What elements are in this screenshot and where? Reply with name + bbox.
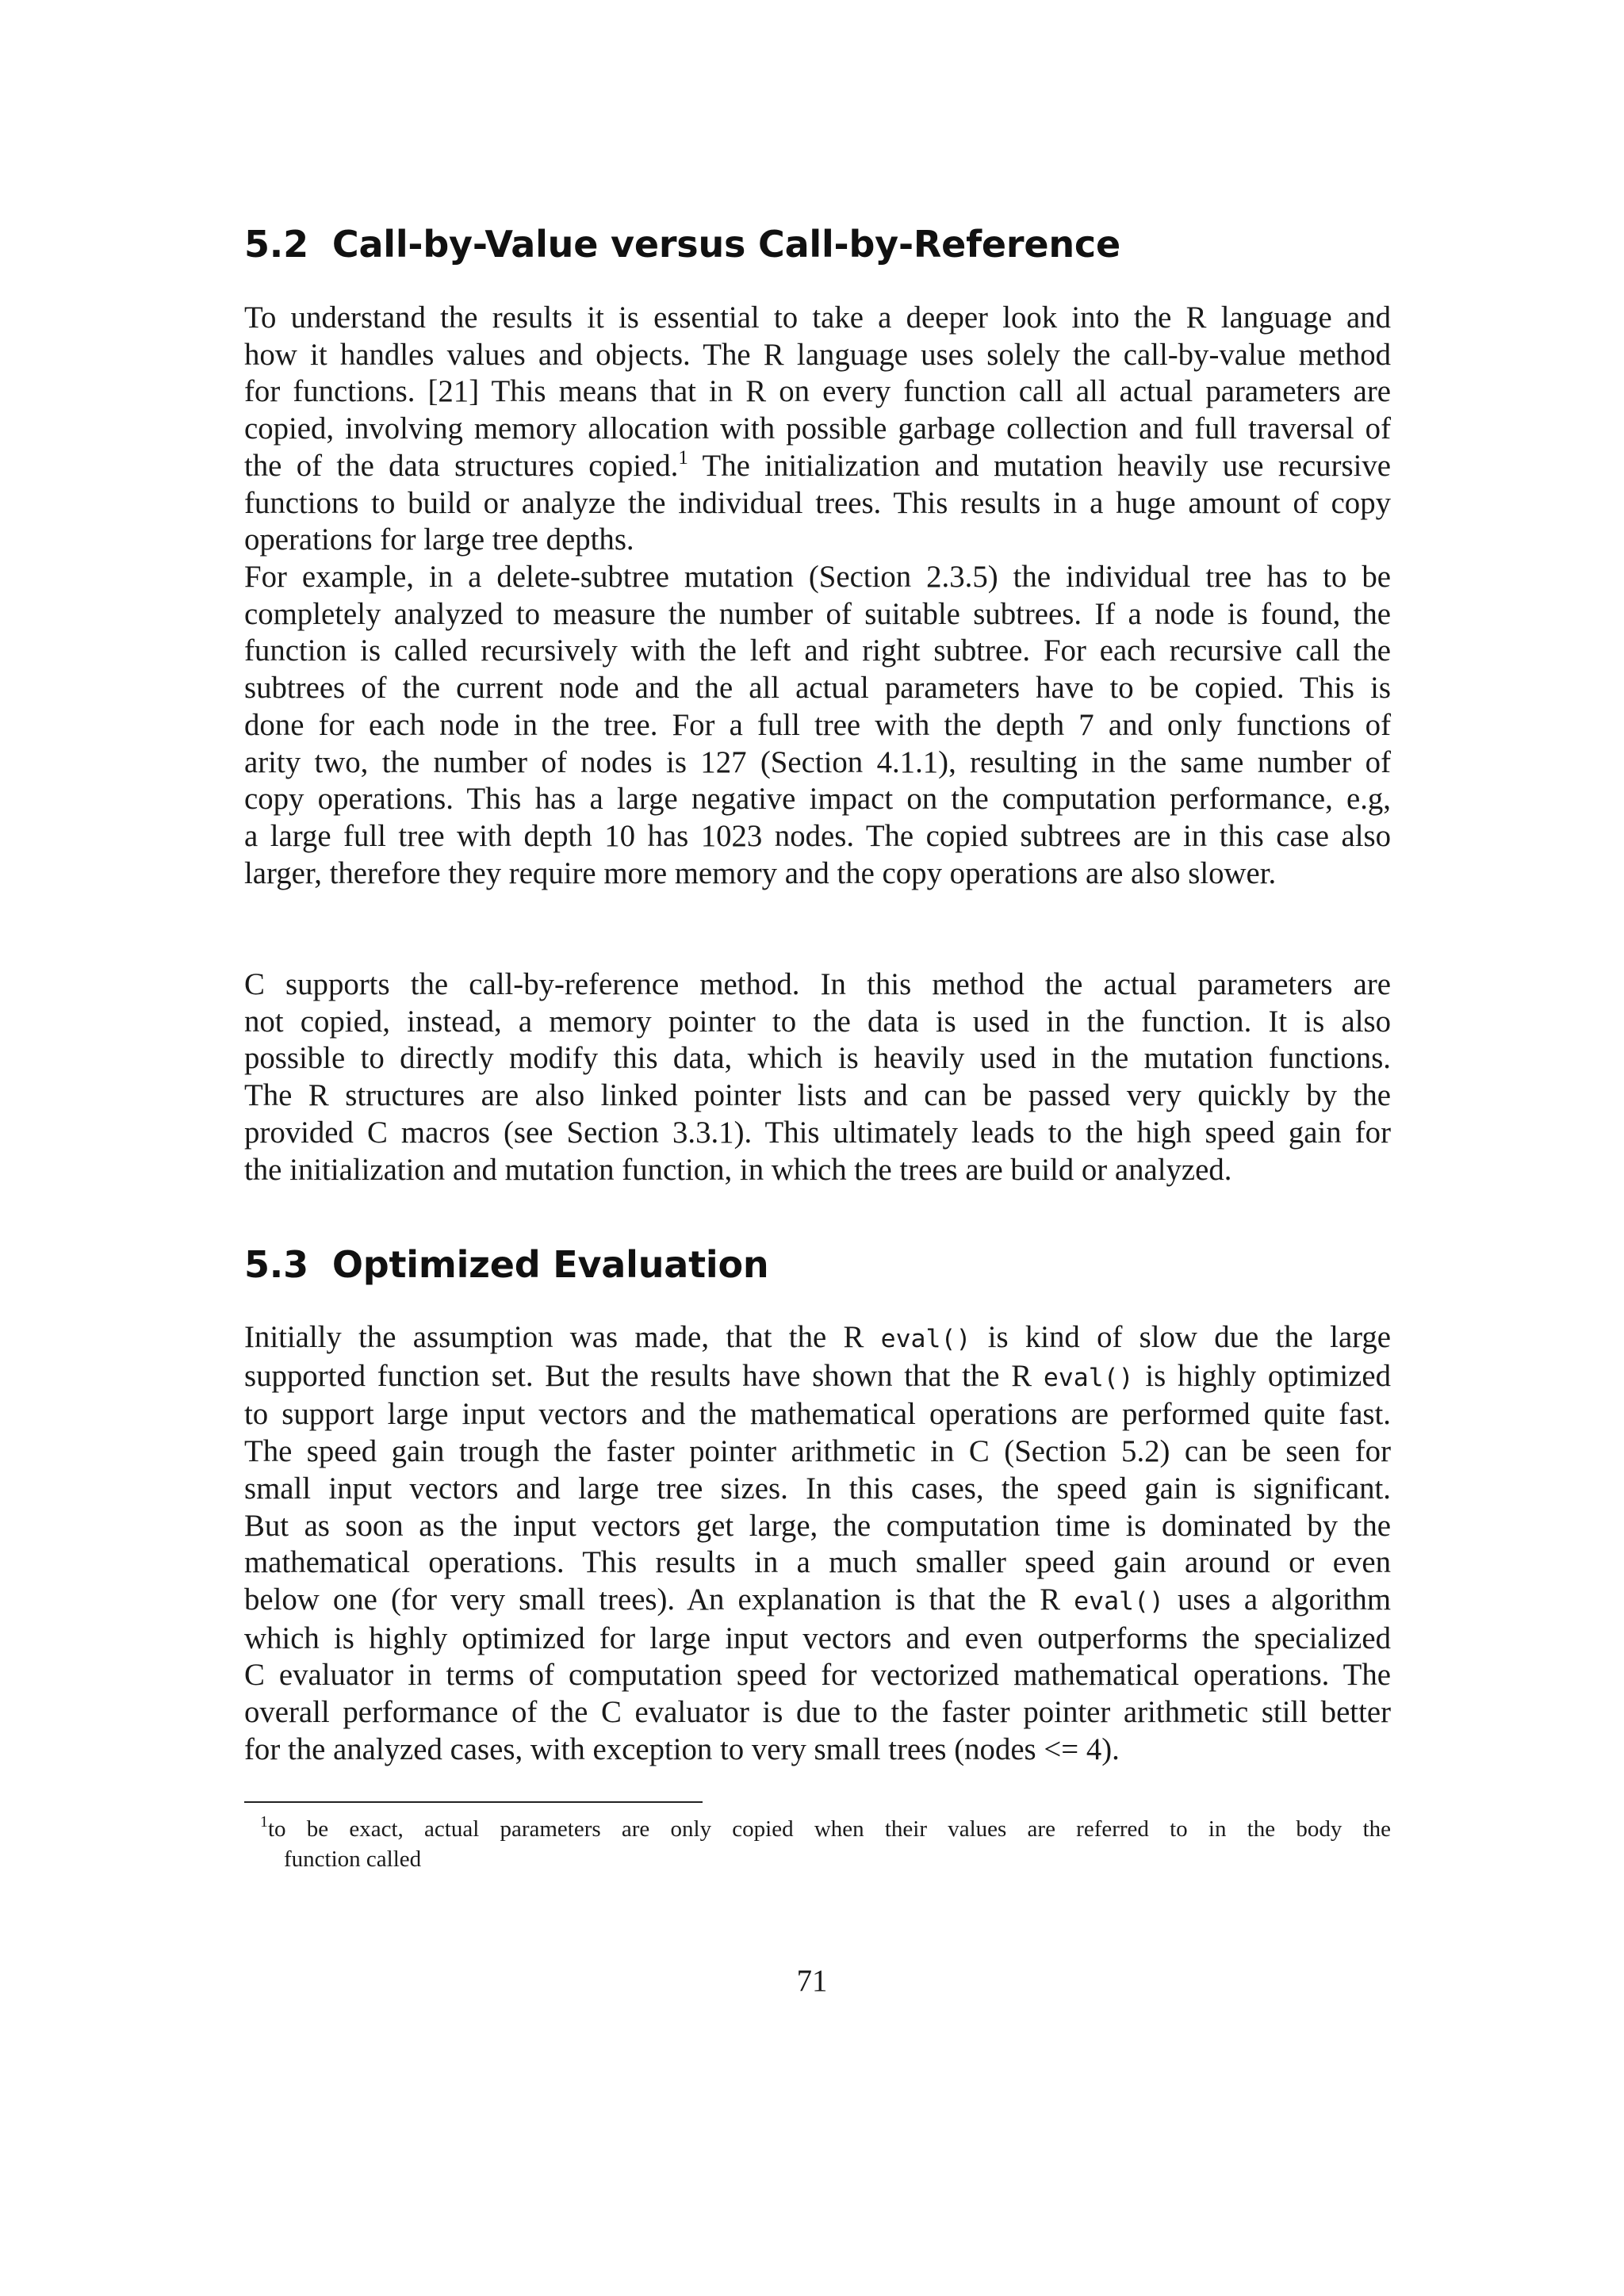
text-run: The initialization and mutation heavily use recursive xyxy=(688,448,1391,483)
footnote-number: 1 xyxy=(260,1813,268,1831)
text-line: small input vectors and large tree sizes. In this cases, the speed gain is significant. xyxy=(244,1471,1391,1506)
text-line: But as soon as the input vectors get large, the computation time is dominated by the xyxy=(244,1508,1391,1543)
text-line: copied, involving memory allocation with possible garbage collection and full traversal of xyxy=(244,411,1391,446)
text-line: C evaluator in terms of computation speed for vectorized mathematical operations. The xyxy=(244,1658,1391,1693)
section-heading-5-3 xyxy=(244,1243,768,1286)
section-heading-5-2 xyxy=(244,223,1120,266)
text-run: uses a algorithm xyxy=(1163,1582,1391,1617)
text-line: possible to directly modify this data, which is heavily used in the mutation functions. xyxy=(244,1041,1391,1076)
paragraph-call-by-reference xyxy=(244,966,1391,1188)
text-run: Initially the assumption was made, that the R xyxy=(244,1320,881,1354)
page-number: 71 xyxy=(796,1964,828,1998)
text-line-with-code xyxy=(244,1319,1391,1358)
text-run: supported function set. But the results have shown that the R xyxy=(244,1358,1044,1393)
text-line: operations for large tree depths. xyxy=(244,522,634,557)
text-line: larger, therefore they require more memory and the copy operations are also slower. xyxy=(244,855,1277,890)
text-line: For example, in a delete-subtree mutation (Section 2.3.5) the individual tree has to be xyxy=(244,560,1391,594)
section-number: 5.2 xyxy=(244,223,308,266)
text-run: below one (for very small trees). An explanation is that the R xyxy=(244,1582,1074,1617)
text-line: subtrees of the current node and the all actual parameters have to be copied. This is xyxy=(244,671,1391,706)
text-line: To understand the results it is essential to take a deeper look into the R language and xyxy=(244,300,1391,335)
text-line: overall performance of the C evaluator is due to the faster pointer arithmetic still better xyxy=(244,1695,1391,1730)
text-line: function is called recursively with the left and right subtree. For each recursive call the xyxy=(244,633,1391,668)
text-line: C supports the call-by-reference method. In this method the actual parameters are xyxy=(244,967,1391,1001)
section-title: Optimized Evaluation xyxy=(331,1243,769,1286)
text-line: a large full tree with depth 10 has 1023 nodes. The copied subtrees are in this case also xyxy=(244,818,1391,853)
inline-code-eval: eval() xyxy=(1043,1363,1134,1392)
footnote-text: to be exact, actual parameters are only copied when their values are referred to in the body the xyxy=(268,1816,1391,1842)
text-run: is kind of slow due the large xyxy=(971,1320,1392,1354)
text-line: completely analyzed to measure the number of suitable subtrees. If a node is found, the xyxy=(244,596,1391,631)
footnote-line: function called xyxy=(284,1846,422,1872)
section-number: 5.3 xyxy=(244,1243,308,1286)
text-run: is highly optimized xyxy=(1133,1358,1391,1393)
text-line-with-code xyxy=(244,1582,1391,1621)
inline-code-eval: eval() xyxy=(880,1325,971,1353)
footnote-divider xyxy=(244,1801,703,1803)
text-line: the initialization and mutation function, in which the trees are build or analyzed. xyxy=(244,1152,1232,1187)
paragraph-optimized-evaluation xyxy=(244,1319,1391,1768)
text-line: provided C macros (see Section 3.3.1). This ultimately leads to the high speed gain for xyxy=(244,1115,1391,1150)
section-title: Call-by-Value versus Call-by-Reference xyxy=(331,223,1120,266)
footnote-marker: 1 xyxy=(678,446,688,469)
paragraph-call-by-value-intro xyxy=(244,300,1391,559)
text-line: done for each node in the tree. For a full tree with the depth 7 and only functions of xyxy=(244,707,1391,742)
text-line: The speed gain trough the faster pointer arithmetic in C (Section 5.2) can be seen for xyxy=(244,1434,1391,1469)
text-line: The R structures are also linked pointer lists and can be passed very quickly by the xyxy=(244,1078,1391,1113)
text-line: which is highly optimized for large input vectors and even outperforms the specialized xyxy=(244,1621,1391,1655)
text-line: for the analyzed cases, with exception to very small trees (nodes <= 4). xyxy=(244,1732,1120,1766)
text-line: arity two, the number of nodes is 127 (Section 4.1.1), resulting in the same number of xyxy=(244,744,1391,779)
text-line: not copied, instead, a memory pointer to the data is used in the function. It is also xyxy=(244,1004,1391,1039)
paragraph-delete-subtree-example xyxy=(244,559,1391,892)
footnote-line xyxy=(244,1814,1391,1844)
footnote xyxy=(244,1814,1391,1874)
text-line: copy operations. This has a large negative impact on the computation performance, e.g, xyxy=(244,782,1391,817)
text-line: functions to build or analyze the individual trees. This results in a huge amount of copy xyxy=(244,485,1391,520)
text-line-with-code xyxy=(244,1358,1391,1397)
text-line: how it handles values and objects. The R language uses solely the call-by-value method xyxy=(244,337,1391,372)
text-line-with-footnote xyxy=(244,448,1391,485)
text-line: for functions. [21] This means that in R on every function call all actual parameters are xyxy=(244,374,1391,409)
inline-code-eval: eval() xyxy=(1074,1586,1164,1616)
text-line: to support large input vectors and the mathematical operations are performed quite fast. xyxy=(244,1397,1391,1432)
text-line: mathematical operations. This results in a much smaller speed gain around or even xyxy=(244,1545,1391,1580)
text-run: the of the data structures copied. xyxy=(244,448,679,483)
